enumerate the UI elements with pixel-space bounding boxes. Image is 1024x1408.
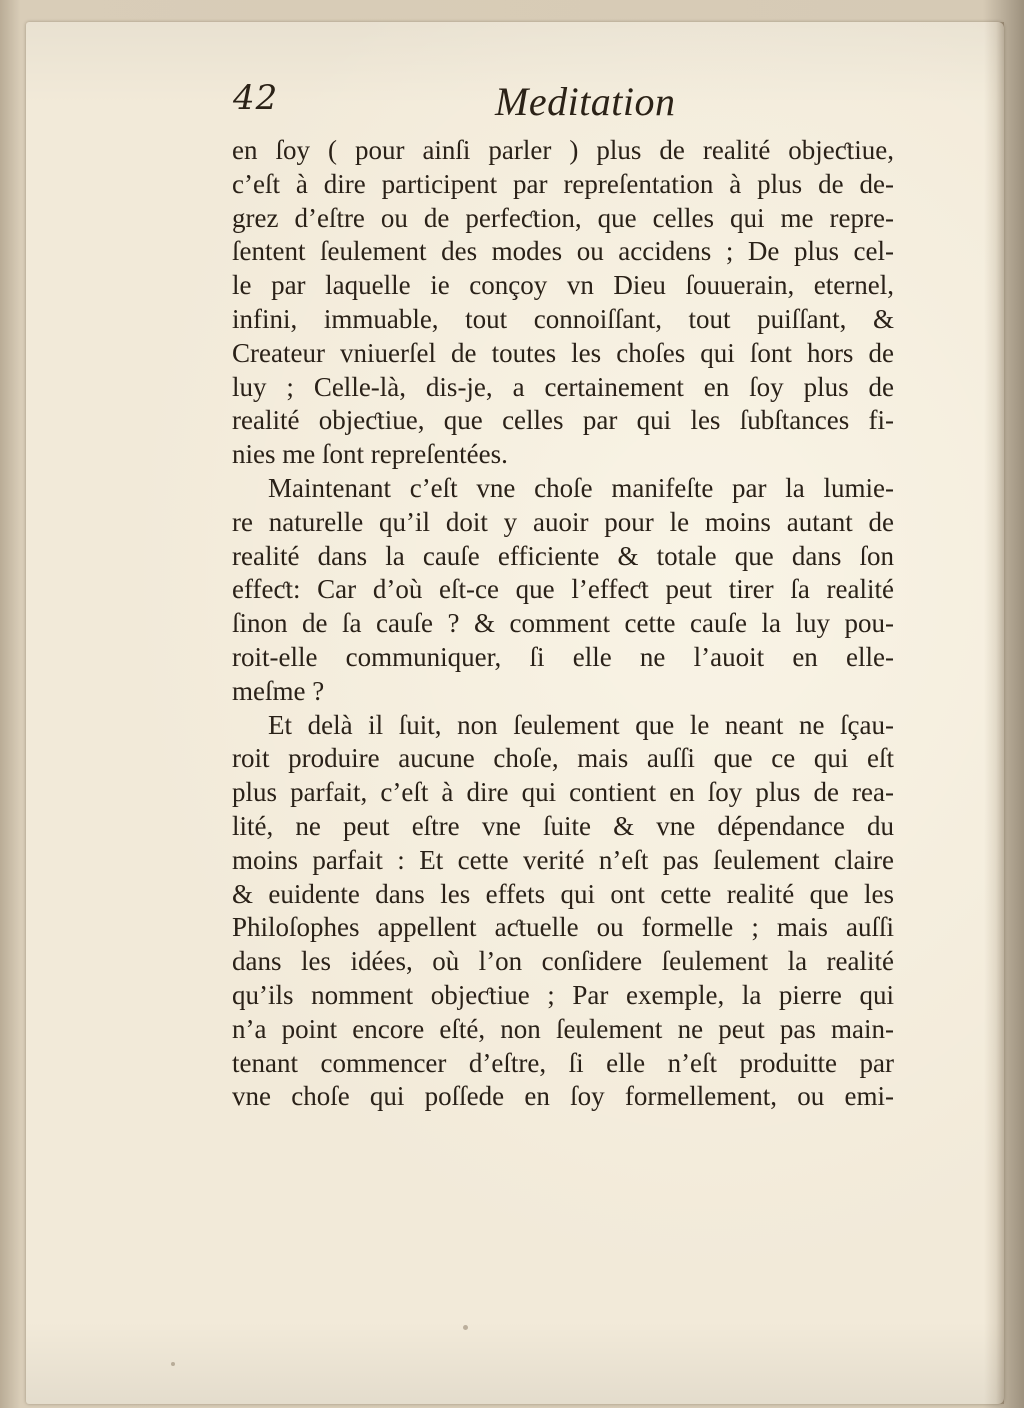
text-line: Maintenant c’eſt vne choſe manifeſte par la lumie-: [268, 472, 894, 503]
text-line: realité objeƈtiue, que celles par qui les ſubſtances fi-: [232, 405, 894, 436]
text-line: ſentent ſeulement des modes ou accidens ; De plus cel-: [232, 236, 894, 267]
text-line: nies me ſont repreſentées.: [232, 439, 508, 470]
text-line: infini, immuable, tout connoiſſant, tout puiſſant, &: [232, 303, 894, 334]
text-line: vne choſe qui poſſede en ſoy formellement, ou emi-: [232, 1081, 894, 1112]
page-edge-shadow: [984, 22, 1004, 1404]
text-line: plus parfait, c’eſt à dire qui contient en ſoy plus de rea-: [232, 777, 894, 808]
text-line: Et delà il ſuit, non ſeulement que le neant ne ſçau-: [268, 709, 894, 740]
text-line: Createur vniuerſel de toutes les choſes qui ſont hors de: [232, 337, 894, 368]
text-line: roit produire aucune choſe, mais auſſi que ce qui eſt: [232, 743, 894, 774]
ink-speck: [171, 1362, 175, 1366]
text-line: moins parfait : Et cette verité n’eſt pas ſeulement claire: [232, 844, 894, 875]
text-line: roit-elle communiquer, ſi elle ne l’auoit en elle-: [232, 641, 894, 672]
text-line: & euidente dans les effets qui ont cette realité que les: [232, 878, 894, 909]
running-head: [233, 78, 893, 128]
text-line: re naturelle qu’il doit y auoir pour le moins autant de: [232, 506, 894, 537]
text-line: effeƈt: Car d’où eſt-ce que l’effeƈt peut tirer ſa realité: [232, 574, 894, 605]
text-line: luy ; Celle-là, dis-je, a certainement en ſoy plus de: [232, 371, 894, 402]
text-line: realité dans la cauſe efficiente & totale que dans ſon: [232, 540, 894, 571]
running-title: Meditation: [495, 79, 676, 124]
text-line: qu’ils nomment objeƈtiue ; Par exemple, la pierre qui: [232, 979, 894, 1010]
text-line: tenant commencer d’eſtre, ſi elle n’eſt produitte par: [232, 1047, 894, 1078]
text-line: ſinon de ſa cauſe ? & comment cette cauſe la luy pou-: [232, 608, 894, 639]
text-line: grez d’eſtre ou de perfeƈtion, que celles qui me repre-: [232, 202, 894, 233]
text-line: le par laquelle ie conçoy vn Dieu ſouuerain, eternel,: [232, 270, 894, 301]
text-line: lité, ne peut eſtre vne ſuite & vne dépendance du: [232, 810, 894, 841]
text-line: n’a point encore eſté, non ſeulement ne peut pas main-: [232, 1013, 894, 1044]
page-number: 42: [233, 78, 279, 118]
ink-speck: [463, 1325, 468, 1330]
body-text: [232, 134, 894, 1114]
text-line: en ſoy ( pour ainſi parler ) plus de realité objeƈtiue,: [232, 135, 894, 165]
text-line: dans les idées, où l’on conſidere ſeulement la realité: [232, 946, 894, 977]
text-line: c’eſt à dire participent par repreſentation à plus de de-: [232, 168, 894, 199]
text-line: meſme ?: [232, 675, 325, 706]
text-line: Philoſophes appellent aƈtuelle ou formelle ; mais auſſi: [232, 912, 894, 943]
